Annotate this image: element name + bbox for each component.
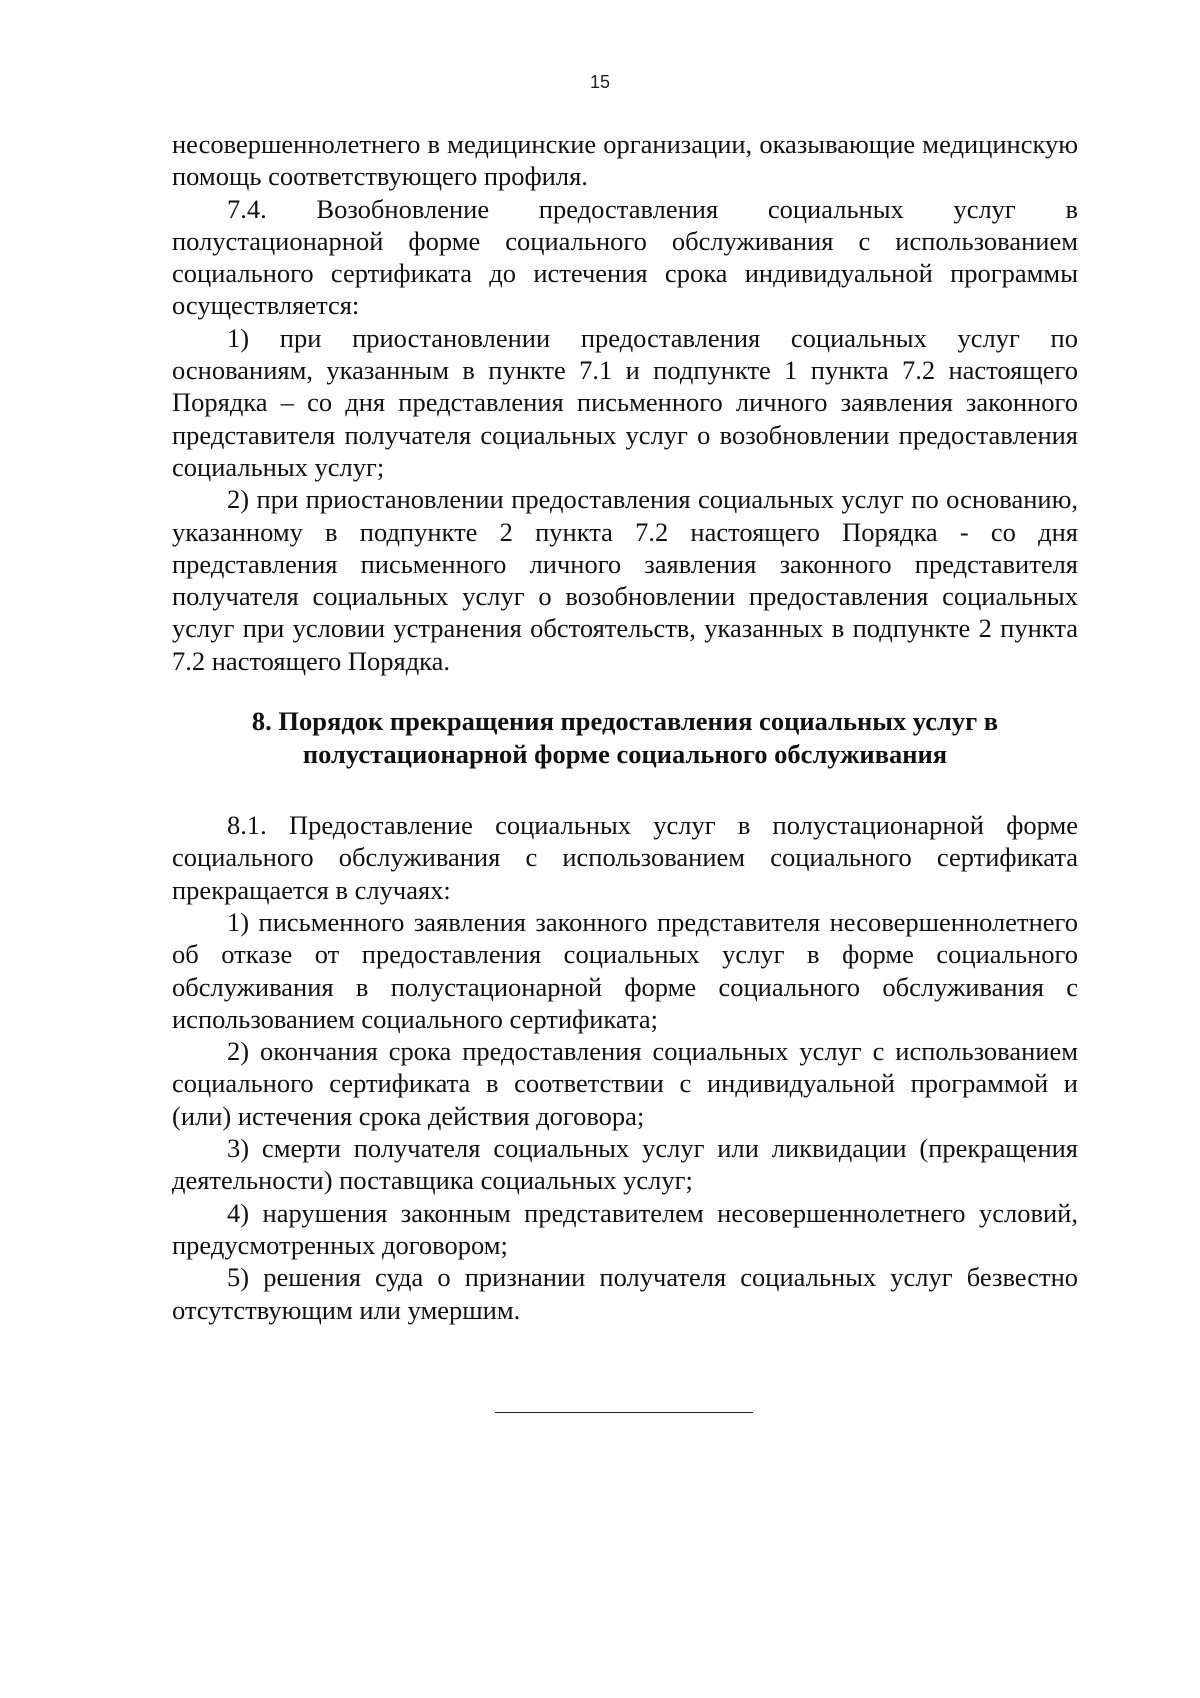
section-8-heading-line-1: 8. Порядок прекращения предоставления социальных услуг в <box>251 706 999 737</box>
paragraph-8-1-item-3: 3) смерти получателя социальных услуг или ликвидации (прекращения деятельности) поставщика социальных услуг; <box>172 1133 1078 1196</box>
paragraph-8-1-item-2: 2) окончания срока предоставления социальных услуг с использованием социального сертификата в соответствии с индивидуальной программой и (или) истечения срока действия договора; <box>172 1036 1078 1131</box>
end-separator-line <box>495 1412 753 1413</box>
paragraph-7-4: 7.4. Возобновление предоставления социальных услуг в полустационарной форме социального обслуживания с использованием социального сертификата до истечения срока индивидуальной программы осуществляется: <box>172 193 1078 321</box>
page-content <box>172 128 1078 1326</box>
paragraph-8-1-item-5: 5) решения суда о признании получателя социальных услуг безвестно отсутствующим или умершим. <box>172 1262 1078 1325</box>
section-8-heading-line-2: полустационарной форме социального обслуживания <box>302 739 948 770</box>
paragraph-7-4-item-1: 1) при приостановлении предоставления социальных услуг по основаниям, указанным в пункте 7.1 и подпункте 1 пункта 7.2 настоящего Порядка – со дня представления письменного личного заявления законного представителя получателя социальных услуг о возобновлении предоставления социальных услуг; <box>172 322 1078 482</box>
paragraph-continuation: несовершеннолетнего в медицинские организации, оказывающие медицинскую помощь соответствующего профиля. <box>172 129 1078 192</box>
paragraph-8-1-item-1: 1) письменного заявления законного представителя несовершеннолетнего об отказе от предоставления социальных услуг в форме социального обслуживания в полустационарной форме социального обслуживания с использованием социального сертификата; <box>172 906 1078 1034</box>
paragraph-8-1: 8.1. Предоставление социальных услуг в полустационарной форме социального обслуживания с использованием социального сертификата прекращается в случаях: <box>172 810 1078 905</box>
page-number: 15 <box>589 72 611 92</box>
paragraph-8-1-item-4: 4) нарушения законным представителем несовершеннолетнего условий, предусмотренных договором; <box>172 1197 1078 1260</box>
heading-spacer <box>172 771 1078 809</box>
paragraph-7-4-item-2: 2) при приостановлении предоставления социальных услуг по основанию, указанному в подпункте 2 пункта 7.2 настоящего Порядка - со дня представления письменного личного заявления законного представителя получателя социальных услуг о возобновлении предоставления социальных услуг при условии устранения обстоятельств, указанных в подпункте 2 пункта 7.2 настоящего Порядка. <box>172 484 1078 676</box>
section-8-heading <box>172 705 1078 771</box>
